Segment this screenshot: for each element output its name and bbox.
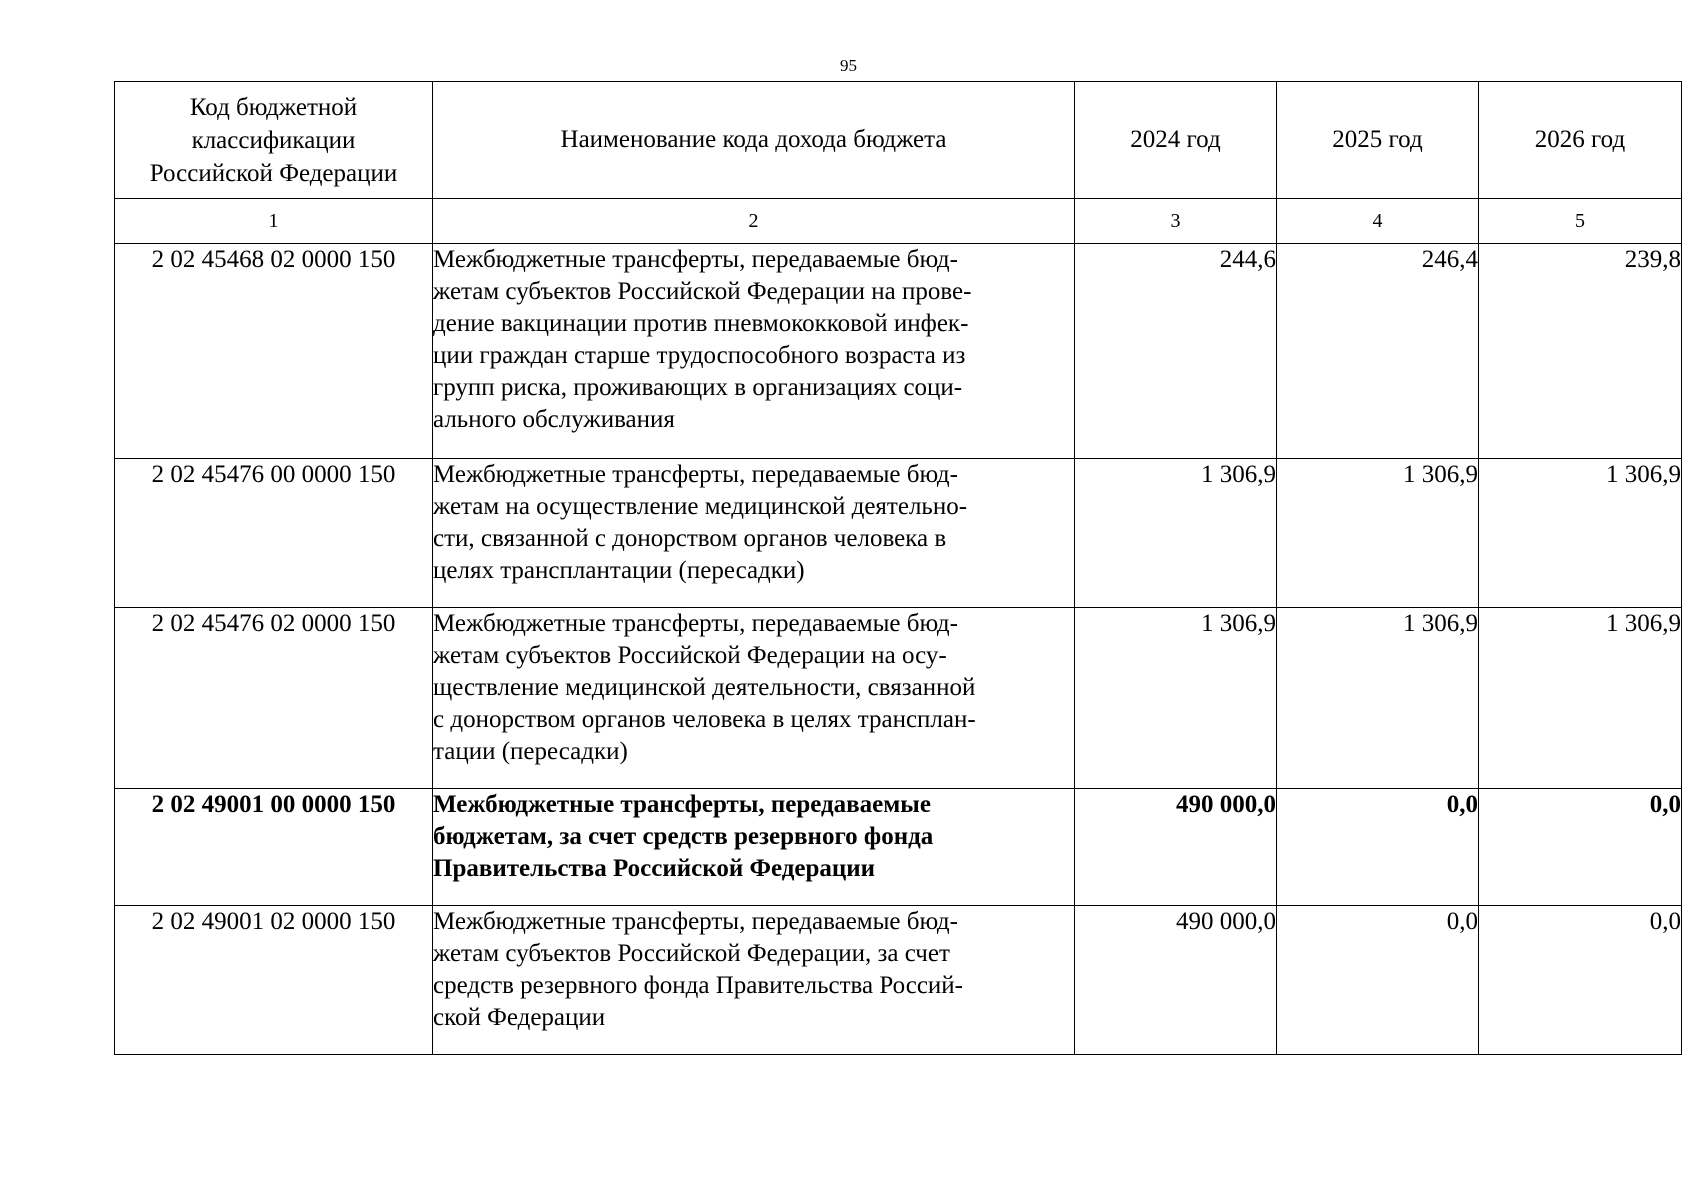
row-name-line: жетам субъектов Российской Федерации на осу- — [433, 642, 947, 669]
header-code-line: Российской Федерации — [149, 159, 398, 187]
row-value-2025: 0,0 — [1277, 789, 1479, 906]
row-name-line: ской Федерации — [433, 1004, 606, 1031]
column-number: 4 — [1277, 199, 1479, 244]
budget-revenue-table — [114, 81, 1682, 1055]
header-code-line: классификации — [191, 126, 356, 154]
row-code: 2 02 49001 00 0000 150 — [115, 789, 433, 906]
row-name-line: дение вакцинации против пневмококковой инфек- — [433, 310, 969, 337]
column-number: 1 — [115, 199, 433, 244]
row-name-line: бюджетам, за счет средств резервного фонда — [433, 823, 934, 850]
row-value-2026: 1 306,9 — [1479, 459, 1682, 608]
row-code: 2 02 49001 02 0000 150 — [115, 906, 433, 1055]
row-name-line: ального обслуживания — [433, 406, 675, 433]
row-value-2025: 1 306,9 — [1277, 459, 1479, 608]
header-code — [115, 82, 433, 199]
row-code: 2 02 45476 02 0000 150 — [115, 608, 433, 789]
page-number: 95 — [840, 56, 857, 75]
row-value-2026: 0,0 — [1479, 906, 1682, 1055]
row-name-line: целях трансплантации (пересадки) — [433, 557, 805, 584]
row-name-line: групп риска, проживающих в организациях соци- — [433, 374, 963, 401]
row-name-line: Межбюджетные трансферты, передаваемые бюд- — [433, 461, 958, 488]
row-name — [433, 789, 1075, 906]
row-name — [433, 608, 1075, 789]
row-name-line: Межбюджетные трансферты, передаваемые бюд- — [433, 610, 958, 637]
header-year-2026: 2026 год — [1479, 82, 1682, 199]
table-row-total — [115, 789, 1682, 906]
row-name-line: жетам субъектов Российской Федерации на прове- — [433, 278, 972, 305]
row-name-line: с донорством органов человека в целях трансплан- — [433, 706, 976, 733]
row-value-2026: 0,0 — [1479, 789, 1682, 906]
table-row — [115, 906, 1682, 1055]
row-name — [433, 244, 1075, 459]
row-name-line: жетам на осуществление медицинской деятельно- — [433, 493, 968, 520]
row-name-line: Межбюджетные трансферты, передаваемые бюд- — [433, 246, 958, 273]
row-name-line: Межбюджетные трансферты, передаваемые бюд- — [433, 908, 958, 935]
row-value-2025: 246,4 — [1277, 244, 1479, 459]
row-name-line: сти, связанной с донорством органов человека в — [433, 525, 947, 552]
header-code-line: Код бюджетной — [189, 93, 358, 121]
row-name — [433, 906, 1075, 1055]
table-row — [115, 459, 1682, 608]
row-name-line: средств резервного фонда Правительства Россий- — [433, 972, 963, 999]
table-row — [115, 608, 1682, 789]
table-header-row — [115, 82, 1682, 199]
column-numbers-row — [115, 199, 1682, 244]
row-value-2024: 490 000,0 — [1075, 789, 1277, 906]
header-year-2025: 2025 год — [1277, 82, 1479, 199]
row-name-line: ции граждан старше трудоспособного возраста из — [433, 342, 966, 369]
row-value-2024: 1 306,9 — [1075, 459, 1277, 608]
header-year-2024: 2024 год — [1075, 82, 1277, 199]
column-number: 2 — [433, 199, 1075, 244]
row-name-line: ществление медицинской деятельности, связанной — [433, 674, 976, 701]
row-value-2025: 1 306,9 — [1277, 608, 1479, 789]
row-code: 2 02 45476 00 0000 150 — [115, 459, 433, 608]
row-value-2026: 239,8 — [1479, 244, 1682, 459]
row-name-line: тации (пересадки) — [433, 738, 628, 765]
row-name-line: жетам субъектов Российской Федерации, за счет — [433, 940, 950, 967]
row-code: 2 02 45468 02 0000 150 — [115, 244, 433, 459]
row-value-2024: 1 306,9 — [1075, 608, 1277, 789]
row-value-2026: 1 306,9 — [1479, 608, 1682, 789]
row-name — [433, 459, 1075, 608]
row-value-2024: 490 000,0 — [1075, 906, 1277, 1055]
row-value-2025: 0,0 — [1277, 906, 1479, 1055]
column-number: 3 — [1075, 199, 1277, 244]
column-number: 5 — [1479, 199, 1682, 244]
row-value-2024: 244,6 — [1075, 244, 1277, 459]
header-name: Наименование кода дохода бюджета — [433, 82, 1075, 199]
table-row — [115, 244, 1682, 459]
row-name-line: Правительства Российской Федерации — [433, 855, 876, 882]
row-name-line: Межбюджетные трансферты, передаваемые — [433, 791, 931, 818]
